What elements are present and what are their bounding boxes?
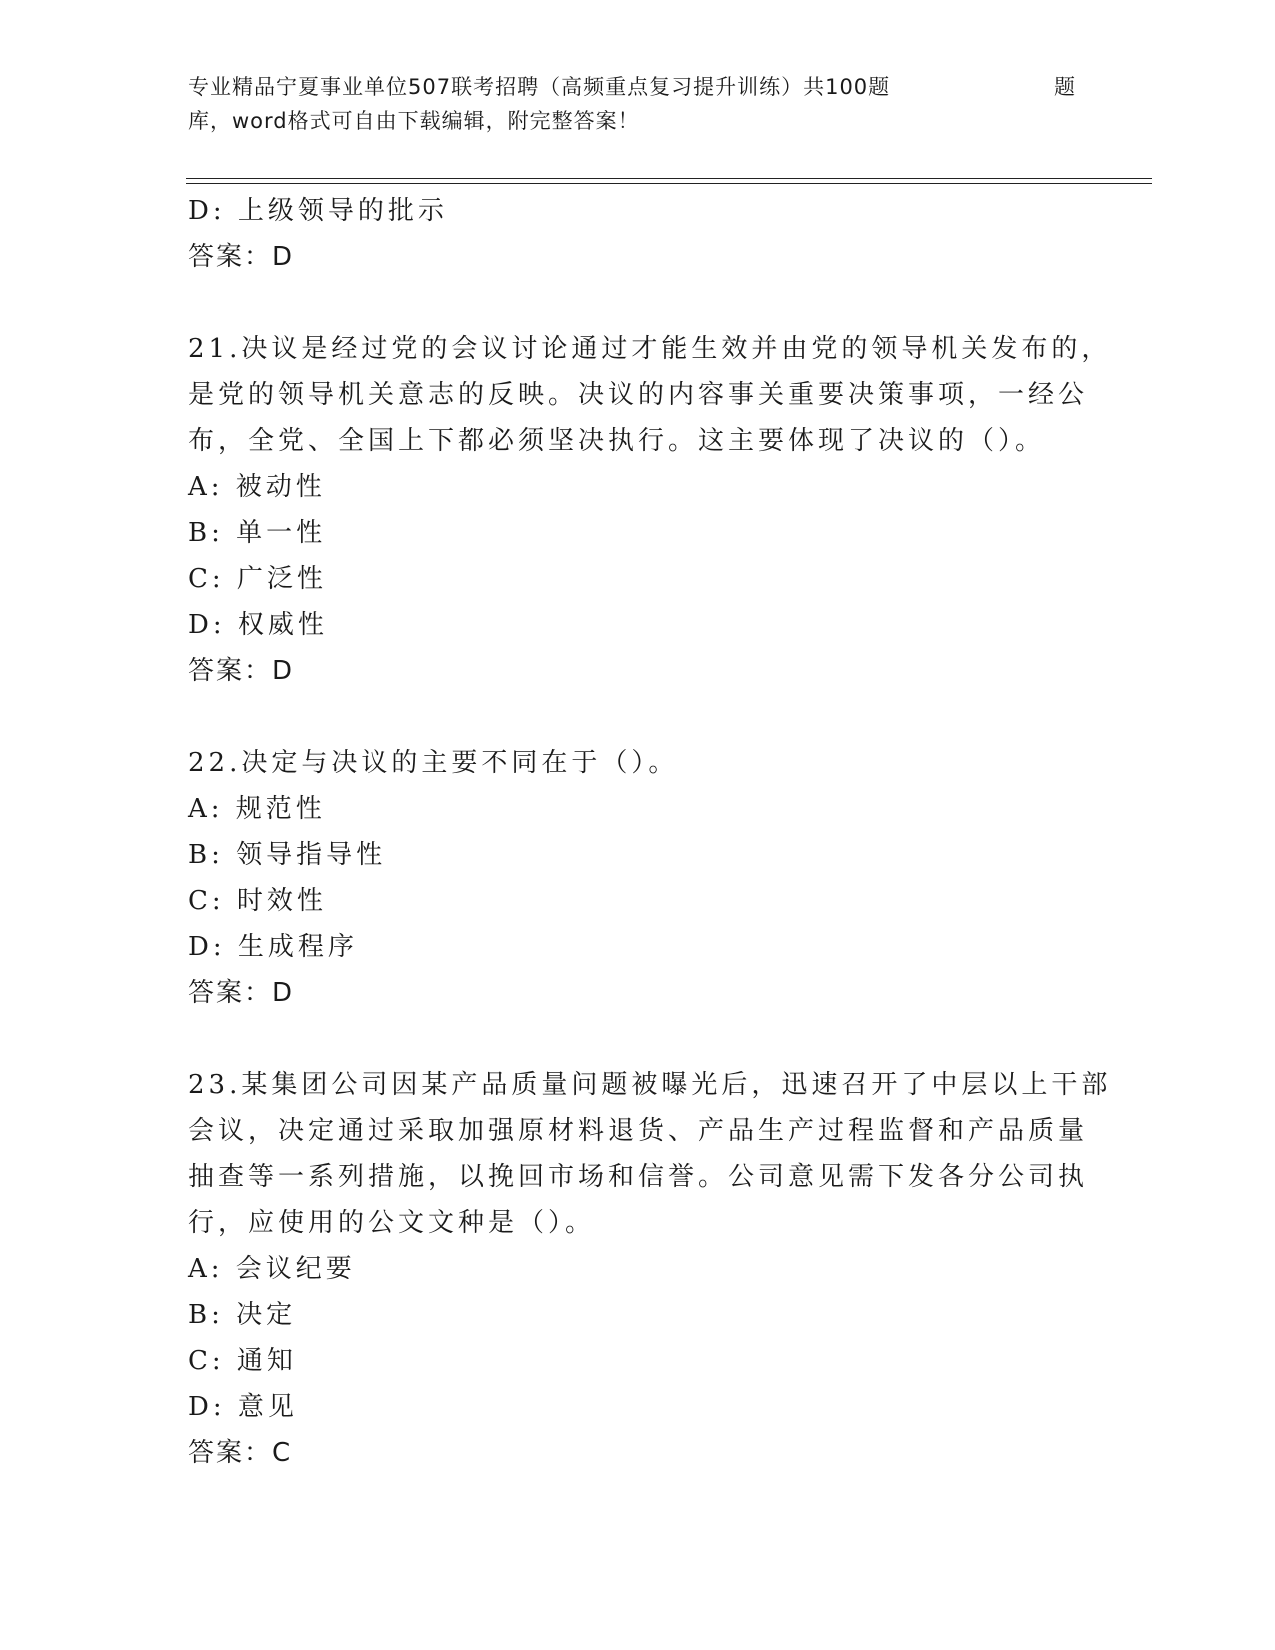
option-a: A: 被动性: [188, 472, 326, 502]
header-title-line-1: [188, 70, 1088, 104]
answer-line: 答案：D: [188, 978, 295, 1008]
option-a: A: 会议纪要: [188, 1254, 356, 1284]
option-c: C: 通知: [188, 1346, 297, 1376]
header-title-line-2: 库，word格式可自由下载编辑，附完整答案！: [188, 109, 640, 133]
header-divider-top: [186, 178, 1152, 179]
option-d: D: 意见: [188, 1392, 298, 1422]
question-list: [188, 326, 1112, 1476]
option-c: C: 广泛性: [188, 564, 327, 594]
spacer: [188, 280, 1088, 326]
question-block: [188, 1062, 1112, 1476]
document-body: [188, 188, 1112, 1476]
option-d: D: 上级领导的批示: [188, 196, 448, 226]
option-b: B: 决定: [188, 1300, 297, 1330]
question-block: [188, 326, 1112, 694]
header-title-text: 专业精品宁夏事业单位507联考招聘（高频重点复习提升训练）共100题: [188, 75, 891, 99]
option-b: B: 领导指导性: [188, 840, 387, 870]
answer-line: 答案：D: [188, 242, 295, 272]
question-stem-line: 21.决议是经过党的会议讨论通过才能生效并由党的领导机关发布的，: [188, 334, 1112, 364]
answer-line: 答案：D: [188, 656, 295, 686]
question-stem-line: 抽查等一系列措施，以挽回市场和信誉。公司意见需下发各分公司执: [188, 1162, 1089, 1192]
option-a: A: 规范性: [188, 794, 326, 824]
spacer: [188, 1016, 1088, 1062]
option-b: B: 单一性: [188, 518, 327, 548]
previous-question-fragment: [188, 188, 1088, 280]
spacer: [188, 694, 1088, 740]
header-divider-bottom: [186, 183, 1152, 184]
question-stem-line: 行，应使用的公文文种是（）。: [188, 1208, 596, 1238]
question-stem-line: 22.决定与决议的主要不同在于（）。: [188, 748, 679, 778]
option-d: D: 生成程序: [188, 932, 358, 962]
question-block: [188, 740, 1088, 1016]
header-title-tail: 题: [1054, 75, 1076, 99]
option-c: C: 时效性: [188, 886, 327, 916]
answer-line: 答案：C: [188, 1438, 293, 1468]
option-d: D: 权威性: [188, 610, 328, 640]
question-stem-line: 布，全党、全国上下都必须坚决执行。这主要体现了决议的（）。: [188, 426, 1046, 456]
question-stem-line: 是党的领导机关意志的反映。决议的内容事关重要决策事项，一经公: [188, 380, 1089, 410]
document-header: [188, 70, 1088, 138]
question-stem-line: 23.某集团公司因某产品质量问题被曝光后，迅速召开了中层以上干部: [188, 1070, 1112, 1100]
question-stem-line: 会议，决定通过采取加强原材料退货、产品生产过程监督和产品质量: [188, 1116, 1089, 1146]
